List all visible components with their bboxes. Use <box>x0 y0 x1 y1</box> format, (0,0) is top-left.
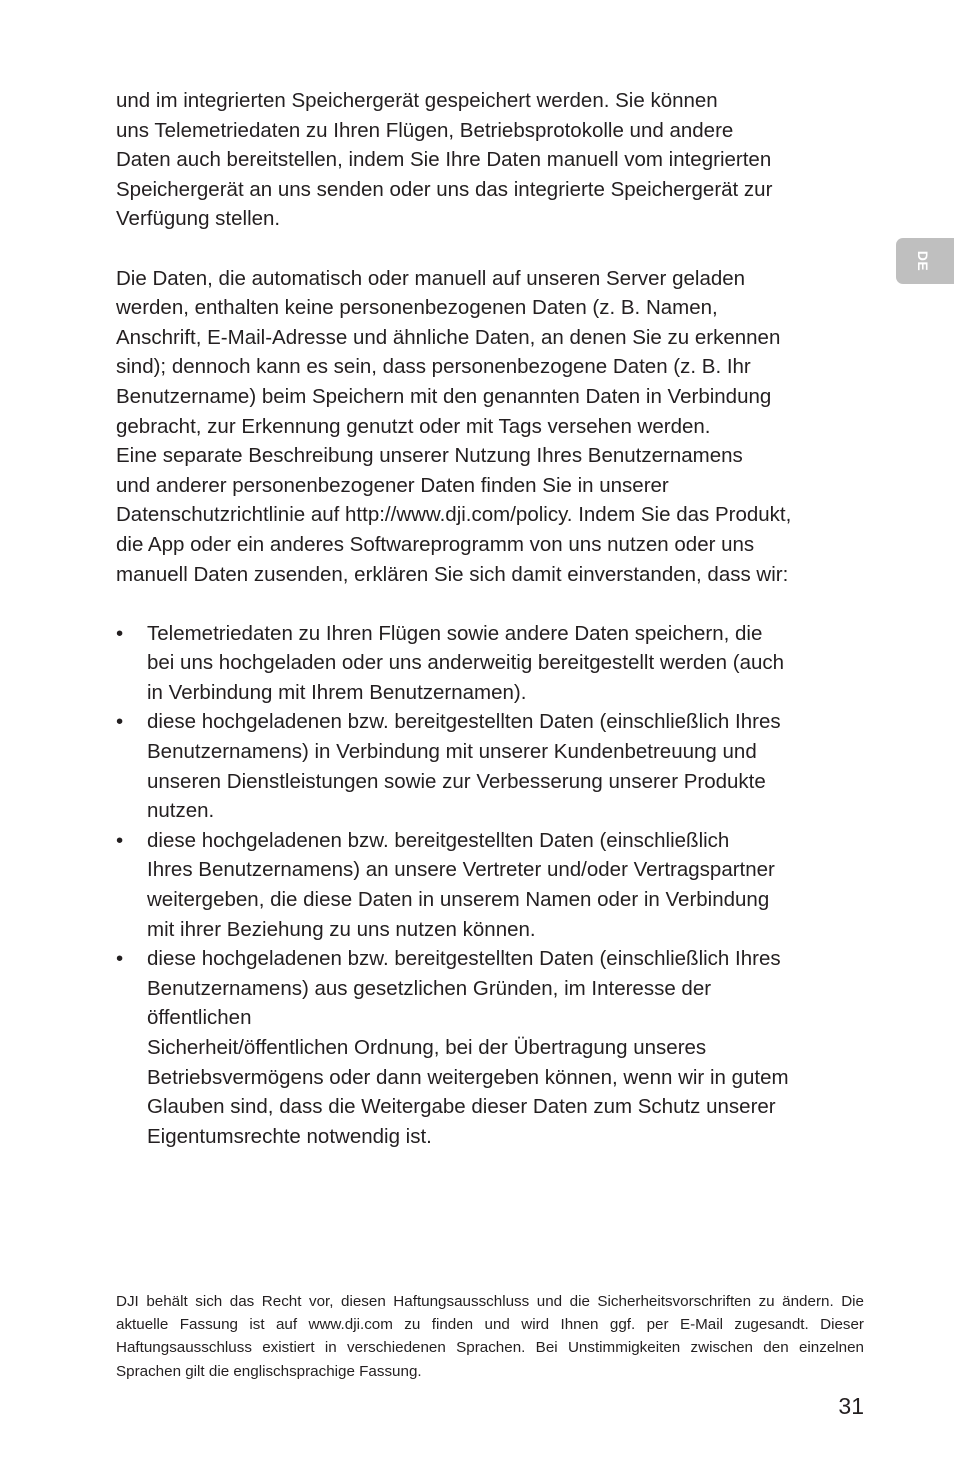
bullet-icon: • <box>116 947 124 971</box>
paragraph-1-line: Speichergerät an uns senden oder uns das integrierte Speichergerät zur <box>116 177 773 201</box>
bullet-line: öffentlichen <box>147 1006 252 1030</box>
paragraph-2-line: manuell Daten zusenden, erklären Sie sich damit einverstanden, dass wir: <box>116 562 789 586</box>
paragraph-2-line: Benutzername) beim Speichern mit den genannten Daten in Verbindung <box>116 384 772 408</box>
paragraph-1-line: Verfügung stellen. <box>116 207 281 231</box>
bullet-line: unseren Dienstleistungen sowie zur Verbesserung unserer Produkte <box>147 769 766 793</box>
bullet-line: nutzen. <box>147 799 215 823</box>
bullet-line: Betriebsvermögens oder dann weitergeben können, wenn wir in gutem <box>147 1065 789 1089</box>
bullet-list <box>116 619 868 1152</box>
paragraph-2 <box>116 264 868 590</box>
bullet-item <box>116 619 868 708</box>
bullet-line: mit ihrer Beziehung zu uns nutzen können. <box>147 917 536 941</box>
bullet-line: Telemetriedaten zu Ihren Flügen sowie andere Daten speichern, die <box>147 621 763 645</box>
paragraph-2-line: Eine separate Beschreibung unserer Nutzung Ihres Benutzernamens <box>116 444 743 468</box>
bullet-line: Ihres Benutzernamens) an unsere Vertreter und/oder Vertragspartner <box>147 858 775 882</box>
bullet-item <box>116 826 868 944</box>
bullet-line: diese hochgeladenen bzw. bereitgestellten Daten (einschließlich Ihres <box>147 947 781 971</box>
paragraph-2-line: werden, enthalten keine personenbezogenen Daten (z. B. Namen, <box>116 296 718 320</box>
paragraph-2-line: Die Daten, die automatisch oder manuell auf unseren Server geladen <box>116 266 746 290</box>
bullet-line: in Verbindung mit Ihrem Benutzernamen). <box>147 680 527 704</box>
paragraph-1-line: und im integrierten Speichergerät gespeichert werden. Sie können <box>116 89 718 112</box>
paragraph-2-line: sind); dennoch kann es sein, dass personenbezogene Daten (z. B. Ihr <box>116 355 751 379</box>
bullet-line: Sicherheit/öffentlichen Ordnung, bei der Übertragung unseres <box>147 1036 707 1059</box>
bullet-item <box>116 707 868 825</box>
paragraph-gap <box>116 589 868 619</box>
bullet-line: Benutzernamens) in Verbindung mit unserer Kundenbetreuung und <box>147 740 757 764</box>
paragraph-1-line: Daten auch bereitstellen, indem Sie Ihre Daten manuell vom integrierten <box>116 148 772 172</box>
bullet-line: Eigentumsrechte notwendig ist. <box>147 1124 432 1148</box>
bullet-icon: • <box>116 828 124 852</box>
paragraph-gap <box>116 234 868 264</box>
paragraph-2-line: die App oder ein anderes Softwareprogramm von uns nutzen oder uns <box>116 532 755 556</box>
bullet-line: Benutzernamens) aus gesetzlichen Gründen, im Interesse der <box>147 976 712 1000</box>
bullet-line: weitergeben, die diese Daten in unserem Namen oder in Verbindung <box>147 888 770 912</box>
paragraph-1 <box>116 86 868 234</box>
paragraph-2-line: Anschrift, E-Mail-Adresse und ähnliche Daten, an denen Sie zu erkennen <box>116 325 781 349</box>
paragraph-2-line: gebracht, zur Erkennung genutzt oder mit Tags versehen werden. <box>116 414 711 438</box>
page-number: 31 <box>838 1393 864 1419</box>
footnote: DJI behält sich das Recht vor, diesen Haftungsausschluss und die Sicherheitsvorschriften zu ändern. Die aktuelle Fassung ist auf www.dji.com zu finden und wird Ihnen ggf. per E-Mail zugesandt. Dieser Haftungsausschluss existiert in verschiedenen Sprachen. Bei Unstimmigkeiten zwischen den einzelnen Sprachen gilt die englischsprachige Fassung. <box>116 1293 864 1380</box>
bullet-line: Glauben sind, dass die Weitergabe dieser Daten zum Schutz unserer <box>147 1095 776 1119</box>
language-tab <box>896 238 954 284</box>
paragraph-2-line: und anderer personenbezogener Daten finden Sie in unserer <box>116 473 669 497</box>
bullet-line: diese hochgeladenen bzw. bereitgestellten Daten (einschließlich <box>147 828 730 852</box>
bullet-item <box>116 944 868 1151</box>
bullet-icon: • <box>116 621 124 645</box>
language-tab-label: DE <box>915 250 931 272</box>
bullet-line: bei uns hochgeladen oder uns anderweitig bereitgestellt werden (auch <box>147 651 785 675</box>
bullet-icon: • <box>116 710 124 734</box>
bullet-line: diese hochgeladenen bzw. bereitgestellten Daten (einschließlich Ihres <box>147 710 781 734</box>
main-content <box>116 86 868 1151</box>
paragraph-1-line: uns Telemetriedaten zu Ihren Flügen, Betriebsprotokolle und andere <box>116 118 734 142</box>
paragraph-2-line: Datenschutzrichtlinie auf http://www.dji.com/policy. Indem Sie das Produkt, <box>116 503 792 527</box>
